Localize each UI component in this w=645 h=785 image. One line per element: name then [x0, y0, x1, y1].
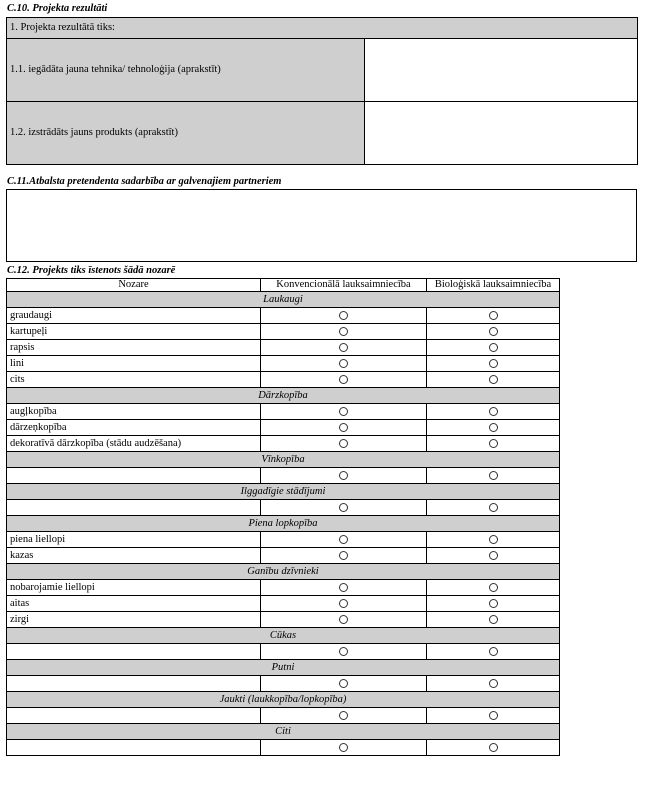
conventional-radio[interactable] — [339, 375, 348, 384]
sector-label: dekoratīvā dārzkopība (stādu audzēšana) — [7, 436, 261, 452]
sector-row — [7, 308, 560, 324]
organic-radio[interactable] — [489, 327, 498, 336]
organic-radio[interactable] — [489, 743, 498, 752]
conventional-radio[interactable] — [339, 535, 348, 544]
conventional-radio[interactable] — [339, 583, 348, 592]
conventional-cell — [261, 612, 427, 628]
organic-cell — [427, 420, 560, 436]
organic-radio[interactable] — [489, 615, 498, 624]
sector-row — [7, 644, 560, 660]
project-results-table — [6, 17, 638, 165]
category-row — [7, 452, 560, 468]
category-title: Vīnkopība — [7, 452, 560, 468]
organic-radio[interactable] — [489, 343, 498, 352]
c12-heading: C.12. Projekts tiks īstenots šādā nozarē — [7, 265, 176, 276]
organic-cell — [427, 308, 560, 324]
conventional-cell — [261, 500, 427, 516]
organic-cell — [427, 356, 560, 372]
conventional-radio[interactable] — [339, 615, 348, 624]
organic-cell — [427, 372, 560, 388]
sector-label: kazas — [7, 548, 261, 564]
conventional-radio[interactable] — [339, 647, 348, 656]
organic-cell — [427, 324, 560, 340]
conventional-cell — [261, 356, 427, 372]
organic-cell — [427, 580, 560, 596]
sector-row — [7, 676, 560, 692]
sector-label: aitas — [7, 596, 261, 612]
conventional-radio[interactable] — [339, 423, 348, 432]
organic-cell — [427, 644, 560, 660]
sector-label: zirgi — [7, 612, 261, 628]
conventional-radio[interactable] — [339, 439, 348, 448]
conventional-radio[interactable] — [339, 407, 348, 416]
organic-cell — [427, 548, 560, 564]
conventional-cell — [261, 580, 427, 596]
c11-heading: C.11.Atbalsta pretendenta sadarbība ar galvenajiem partneriem — [7, 176, 282, 187]
organic-cell — [427, 436, 560, 452]
conventional-cell — [261, 676, 427, 692]
conventional-radio[interactable] — [339, 679, 348, 688]
conventional-radio[interactable] — [339, 503, 348, 512]
sector-label — [7, 676, 261, 692]
new-product-description-field[interactable] — [365, 102, 638, 165]
conventional-radio[interactable] — [339, 327, 348, 336]
conventional-cell — [261, 740, 427, 756]
organic-cell — [427, 708, 560, 724]
category-title: Laukaugi — [7, 292, 560, 308]
organic-radio[interactable] — [489, 375, 498, 384]
sector-label: lini — [7, 356, 261, 372]
conventional-cell — [261, 308, 427, 324]
sector-label — [7, 740, 261, 756]
sector-label: piena liellopi — [7, 532, 261, 548]
category-row — [7, 692, 560, 708]
conventional-radio[interactable] — [339, 711, 348, 720]
partners-cooperation-field[interactable] — [6, 189, 637, 262]
conventional-radio[interactable] — [339, 743, 348, 752]
category-title: Ilggadīgie stādījumi — [7, 484, 560, 500]
conventional-cell — [261, 468, 427, 484]
conventional-cell — [261, 548, 427, 564]
sector-row — [7, 740, 560, 756]
column-header: Konvencionālā lauksaimniecība — [261, 279, 427, 292]
organic-cell — [427, 596, 560, 612]
category-title: Citi — [7, 724, 560, 740]
conventional-radio[interactable] — [339, 551, 348, 560]
conventional-cell — [261, 404, 427, 420]
category-title: Piena lopkopība — [7, 516, 560, 532]
organic-radio[interactable] — [489, 359, 498, 368]
sector-row — [7, 612, 560, 628]
conventional-cell — [261, 644, 427, 660]
conventional-cell — [261, 420, 427, 436]
sector-row — [7, 356, 560, 372]
sector-row — [7, 324, 560, 340]
sector-row — [7, 548, 560, 564]
conventional-radio[interactable] — [339, 311, 348, 320]
conventional-cell — [261, 372, 427, 388]
sector-row — [7, 340, 560, 356]
sector-row — [7, 420, 560, 436]
sector-label: cits — [7, 372, 261, 388]
results-header: 1. Projekta rezultātā tiks: — [7, 18, 638, 39]
organic-radio[interactable] — [489, 551, 498, 560]
sector-row — [7, 372, 560, 388]
sector-label: nobarojamie liellopi — [7, 580, 261, 596]
c10-heading: C.10. Projekta rezultāti — [7, 3, 108, 14]
sector-row — [7, 404, 560, 420]
organic-cell — [427, 676, 560, 692]
organic-radio[interactable] — [489, 535, 498, 544]
sector-label — [7, 500, 261, 516]
conventional-cell — [261, 532, 427, 548]
column-header: Nozare — [7, 279, 261, 292]
organic-radio[interactable] — [489, 647, 498, 656]
column-header: Bioloģiskā lauksaimniecība — [427, 279, 560, 292]
new-technology-label: 1.1. iegādāta jauna tehnika/ tehnoloģija (aprakstīt) — [7, 39, 365, 102]
category-row — [7, 516, 560, 532]
organic-radio[interactable] — [489, 711, 498, 720]
organic-cell — [427, 740, 560, 756]
sector-label — [7, 644, 261, 660]
sector-label: graudaugi — [7, 308, 261, 324]
sector-row — [7, 436, 560, 452]
conventional-radio[interactable] — [339, 471, 348, 480]
organic-radio[interactable] — [489, 423, 498, 432]
organic-cell — [427, 404, 560, 420]
organic-radio[interactable] — [489, 471, 498, 480]
organic-radio[interactable] — [489, 439, 498, 448]
sector-row — [7, 708, 560, 724]
conventional-cell — [261, 340, 427, 356]
category-row — [7, 292, 560, 308]
organic-radio[interactable] — [489, 311, 498, 320]
sector-label — [7, 468, 261, 484]
organic-cell — [427, 468, 560, 484]
sector-row — [7, 580, 560, 596]
organic-radio[interactable] — [489, 679, 498, 688]
sector-label — [7, 708, 261, 724]
sector-table — [6, 278, 560, 756]
sector-row — [7, 500, 560, 516]
category-row — [7, 724, 560, 740]
category-row — [7, 660, 560, 676]
sector-row — [7, 532, 560, 548]
conventional-cell — [261, 596, 427, 612]
organic-radio[interactable] — [489, 583, 498, 592]
new-product-label: 1.2. izstrādāts jauns produkts (aprakstīt) — [7, 102, 365, 165]
conventional-radio[interactable] — [339, 359, 348, 368]
organic-cell — [427, 612, 560, 628]
organic-cell — [427, 532, 560, 548]
sector-row — [7, 468, 560, 484]
category-row — [7, 484, 560, 500]
organic-radio[interactable] — [489, 599, 498, 608]
category-title: Cūkas — [7, 628, 560, 644]
sector-label: dārzeņkopība — [7, 420, 261, 436]
conventional-cell — [261, 708, 427, 724]
category-title: Ganību dzīvnieki — [7, 564, 560, 580]
new-technology-description-field[interactable] — [365, 39, 638, 102]
conventional-radio[interactable] — [339, 599, 348, 608]
category-row — [7, 388, 560, 404]
organic-radio[interactable] — [489, 503, 498, 512]
sector-label: augļkopība — [7, 404, 261, 420]
sector-label: kartupeļi — [7, 324, 261, 340]
sector-row — [7, 596, 560, 612]
organic-cell — [427, 500, 560, 516]
sector-label: rapsis — [7, 340, 261, 356]
category-title: Jaukti (laukkopība/lopkopība) — [7, 692, 560, 708]
category-title: Putni — [7, 660, 560, 676]
organic-radio[interactable] — [489, 407, 498, 416]
category-title: Dārzkopība — [7, 388, 560, 404]
conventional-cell — [261, 324, 427, 340]
category-row — [7, 564, 560, 580]
organic-cell — [427, 340, 560, 356]
conventional-radio[interactable] — [339, 343, 348, 352]
category-row — [7, 628, 560, 644]
conventional-cell — [261, 436, 427, 452]
sector-table-header — [7, 279, 560, 292]
